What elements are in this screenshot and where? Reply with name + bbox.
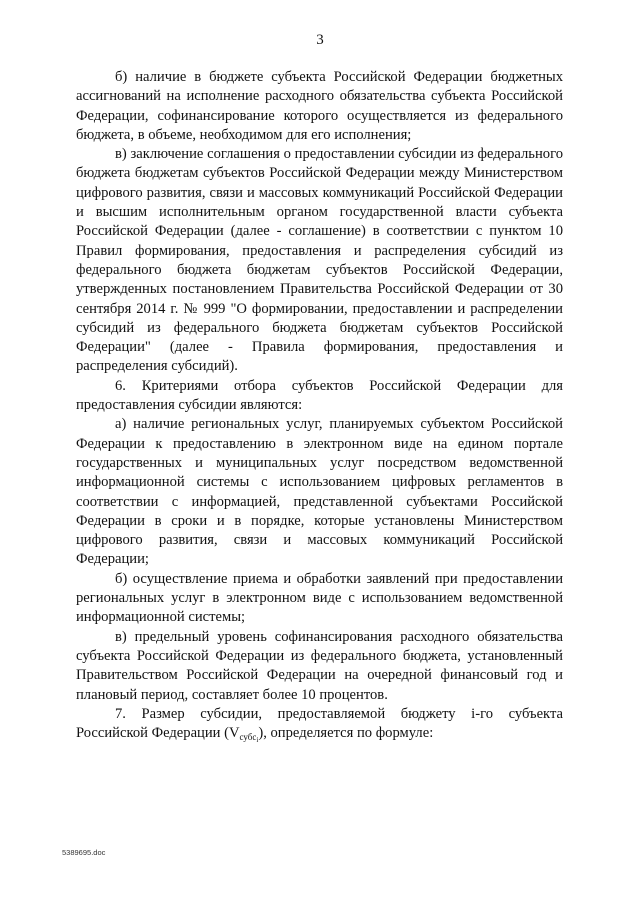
paragraph-regional-services: а) наличие региональных услуг, планируемых субъектом Российской Федерации к предоставлению в электронном виде на едином портале государственных и муниципальных услуг посредством ведомственной информационной системы с использованием цифровых регламентов в соответствии с информацией, представленной субъектами Российской Федерации в сроки и в порядке, которые установлены Министерством цифрового развития, связи и массовых коммуникаций Российской Федерации; [76,416,563,568]
formula-variable: V [229,725,240,742]
paragraph-subsidy-size [76,705,563,744]
subsidy-formula-symbol [229,725,259,745]
document-body [76,68,563,743]
formula-subscript: субс [239,732,257,743]
page-number: 3 [316,32,324,48]
subsidy-size-text-after: ), определяется по формуле: [258,725,434,742]
formula-subscript-index: i [256,736,259,745]
paragraph-application-processing: б) осуществление приема и обработки заявлений при предоставлении региональных услуг в электронном виде с использованием ведомственной информационной системы; [76,570,563,626]
subsidy-size-text-before: 7. Размер субсидии, предоставляемой бюджету i-го субъекта Российской Федерации ( [76,705,563,742]
paragraph-subsidy-agreement: в) заключение соглашения о предоставлении субсидии из федерального бюджета бюджетам субъектов Российской Федерации между Министерством цифрового развития, связи и массовых коммуникаций Российской Федерации и высшим исполнительным органом государственной власти субъекта Российской Федерации (далее - соглашение) в соответствии с пунктом 10 Правил формирования, предоставления и распределения субсидий из федерального бюджета бюджетам субъектов Российской Федерации, утвержденных постановлением Правительства Российской Федерации от 30 сентября 2014 г. № 999 "О формировании, предоставлении и распределении субсидий из федерального бюджета бюджетам субъектов Российской Федерации" (далее - Правила формирования, предоставления и распределения субсидий). [76,146,563,375]
paragraph-budget-allocations: б) наличие в бюджете субъекта Российской Федерации бюджетных ассигнований на исполнение расходного обязательства субъекта Российской Федерации, софинансирование которого осуществляется из федерального бюджета, в объеме, необходимом для его исполнения; [76,69,563,143]
paragraph-cofinancing-level: в) предельный уровень софинансирования расходного обязательства субъекта Российской Федерации из федерального бюджета, установленный Правительством Российской Федерации на очередной финансовый год и плановый период, составляет более 10 процентов. [76,628,563,703]
paragraph-selection-criteria: 6. Критериями отбора субъектов Российской Федерации для предоставления субсидии являются: [76,377,563,414]
document-code-footer: 5389695.doc [62,848,106,857]
